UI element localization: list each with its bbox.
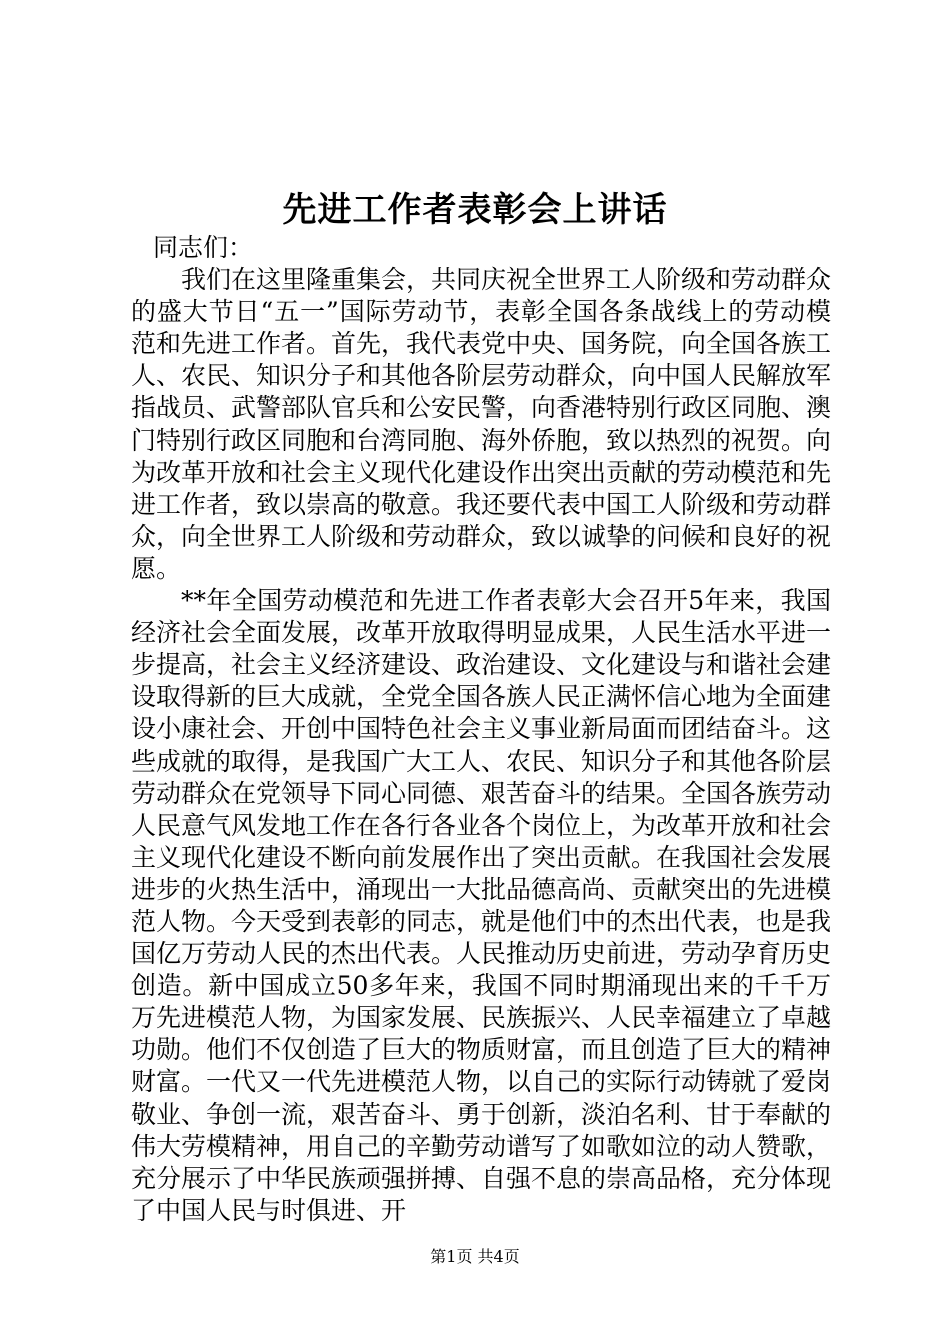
document-body [131, 232, 831, 1227]
document-title: 先进工作者表彰会上讲话 [282, 190, 668, 230]
salutation: 同志们： [153, 233, 254, 262]
paragraph-1: 我们在这里隆重集会，共同庆祝全世界工人阶级和劳动群众的盛大节日“五一”国际劳动节，表彰全国各条战线上的劳动模范和先进工作者。首先，我代表党中央、国务院，向全国各族工人、农民、知识分子和其他各阶层劳动群众，向中国人民解放军指战员、武警部队官兵和公安民警，向香港特别行政区同胞、澳门特别行政区同胞和台湾同胞、海外侨胞，致以热烈的祝贺。向为改革开放和社会主义现代化建设作出突出贡献的劳动模范和先进工作者，致以崇高的敬意。我还要代表中国工人阶级和劳动群众，向全世界工人阶级和劳动群众，致以诚挚的问候和良好的祝愿。 [131, 265, 832, 583]
paragraph-2: **年全国劳动模范和先进工作者表彰大会召开5年来，我国经济社会全面发展，改革开放取得明显成果，人民生活水平进一步提高，社会主义经济建设、政治建设、文化建设与和谐社会建设取得新的巨大成就，全党全国各族人民正满怀信心地为全面建设小康社会、开创中国特色社会主义事业新局面而团结奋斗。这些成就的取得，是我国广大工人、农民、知识分子和其他各阶层劳动群众在党领导下同心同德、艰苦奋斗的结果。全国各族劳动人民意气风发地工作在各行各业各个岗位上，为改革开放和社会主义现代化建设不断向前发展作出了突出贡献。在我国社会发展进步的火热生活中，涌现出一大批品德高尚、贡献突出的先进模范人物。今天受到表彰的同志，就是他们中的杰出代表，也是我国亿万劳动人民的杰出代表。人民推动历史前进，劳动孕育历史创造。新中国成立50多年来，我国不同时期涌现出来的千千万万先进模范人物，为国家发展、民族振兴、人民幸福建立了卓越功勋。他们不仅创造了巨大的物质财富，而且创造了巨大的精神财富。一代又一代先进模范人物，以自己的实际行动铸就了爱岗敬业、争创一流，艰苦奋斗、勇于创新，淡泊名利、甘于奉献的伟大劳模精神，用自己的辛勤劳动谱写了如歌如泣的动人赞歌，充分展示了中华民族顽强拼搏、自强不息的崇高品格，充分体现了中国人民与时俱进、开 [131, 586, 832, 1225]
page-footer: 第1页 共4页 [430, 1247, 520, 1266]
